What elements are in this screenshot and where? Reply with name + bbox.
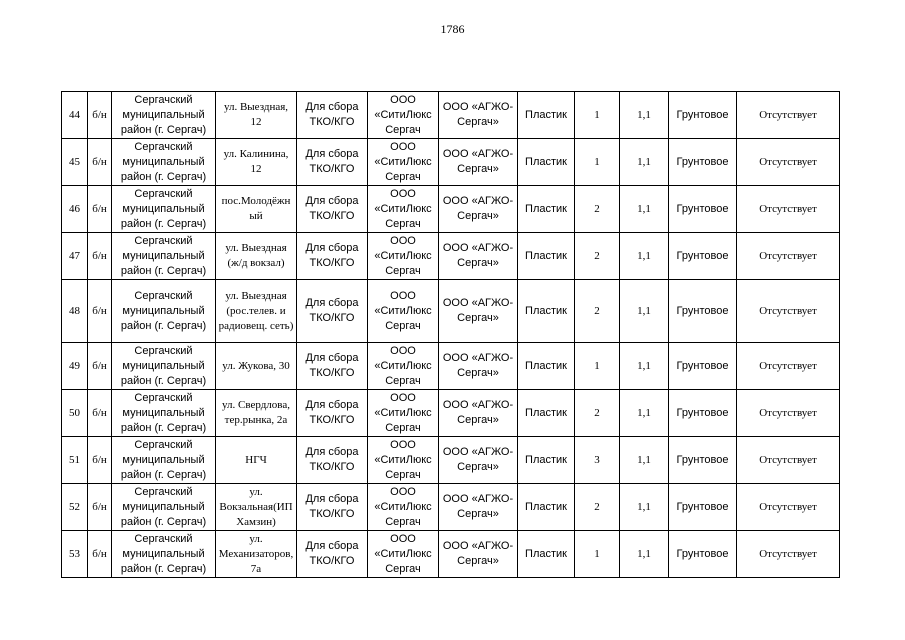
cell-address: ул. Выездная (рос.телев. и радиовещ. сеть) xyxy=(216,280,297,343)
cell-container-count: 1 xyxy=(575,92,620,139)
cell-surface-type: Грунтовое xyxy=(669,437,737,484)
table-row xyxy=(62,390,840,437)
cell-material: Пластик xyxy=(518,280,575,343)
cell-row-number: 53 xyxy=(62,531,88,578)
cell-surface-type: Грунтовое xyxy=(669,186,737,233)
cell-operator: ООО «АГЖО-Сергач» xyxy=(439,437,518,484)
cell-address: ул. Механизаторов, 7а xyxy=(216,531,297,578)
cell-material: Пластик xyxy=(518,186,575,233)
cell-surface-type: Грунтовое xyxy=(669,531,737,578)
cell-surface-type: Грунтовое xyxy=(669,343,737,390)
cell-container-volume: 1,1 xyxy=(620,437,669,484)
cell-surface-type: Грунтовое xyxy=(669,280,737,343)
cell-address: ул. Вокзальная(ИП Хамзин) xyxy=(216,484,297,531)
cell-district: Сергачский муниципальный район (г. Сергач) xyxy=(112,531,216,578)
container-sites-table xyxy=(61,91,840,578)
cell-owner: ООО «СитиЛюкс Сергач xyxy=(368,280,439,343)
cell-owner: ООО «СитиЛюкс Сергач xyxy=(368,484,439,531)
cell-container-volume: 1,1 xyxy=(620,343,669,390)
cell-district: Сергачский муниципальный район (г. Сергач) xyxy=(112,186,216,233)
cell-container-volume: 1,1 xyxy=(620,233,669,280)
table-row xyxy=(62,92,840,139)
cell-fence: Отсутствует xyxy=(737,186,840,233)
cell-purpose: Для сбора ТКО/КГО xyxy=(297,390,368,437)
cell-container-count: 2 xyxy=(575,484,620,531)
cell-fence: Отсутствует xyxy=(737,484,840,531)
cell-surface-type: Грунтовое xyxy=(669,390,737,437)
page-number: 1786 xyxy=(440,22,465,36)
cell-owner: ООО «СитиЛюкс Сергач xyxy=(368,139,439,186)
cell-container-volume: 1,1 xyxy=(620,484,669,531)
cell-registration-number: б/н xyxy=(88,343,112,390)
cell-registration-number: б/н xyxy=(88,280,112,343)
cell-owner: ООО «СитиЛюкс Сергач xyxy=(368,531,439,578)
cell-surface-type: Грунтовое xyxy=(669,233,737,280)
cell-fence: Отсутствует xyxy=(737,531,840,578)
cell-container-count: 1 xyxy=(575,343,620,390)
cell-container-count: 2 xyxy=(575,390,620,437)
cell-district: Сергачский муниципальный район (г. Сергач) xyxy=(112,92,216,139)
cell-address: ул. Выездная, 12 xyxy=(216,92,297,139)
cell-address: пос.Молодёжный xyxy=(216,186,297,233)
cell-district: Сергачский муниципальный район (г. Сергач) xyxy=(112,390,216,437)
cell-owner: ООО «СитиЛюкс Сергач xyxy=(368,186,439,233)
cell-operator: ООО «АГЖО-Сергач» xyxy=(439,280,518,343)
cell-fence: Отсутствует xyxy=(737,280,840,343)
cell-material: Пластик xyxy=(518,92,575,139)
cell-purpose: Для сбора ТКО/КГО xyxy=(297,531,368,578)
cell-material: Пластик xyxy=(518,390,575,437)
cell-fence: Отсутствует xyxy=(737,92,840,139)
cell-fence: Отсутствует xyxy=(737,343,840,390)
cell-district: Сергачский муниципальный район (г. Сергач) xyxy=(112,139,216,186)
cell-row-number: 51 xyxy=(62,437,88,484)
cell-purpose: Для сбора ТКО/КГО xyxy=(297,92,368,139)
table-row xyxy=(62,233,840,280)
cell-operator: ООО «АГЖО-Сергач» xyxy=(439,343,518,390)
cell-material: Пластик xyxy=(518,437,575,484)
table-row xyxy=(62,139,840,186)
cell-address: ул. Свердлова, тер.рынка, 2а xyxy=(216,390,297,437)
table-row xyxy=(62,484,840,531)
cell-operator: ООО «АГЖО-Сергач» xyxy=(439,233,518,280)
cell-container-volume: 1,1 xyxy=(620,280,669,343)
cell-district: Сергачский муниципальный район (г. Сергач) xyxy=(112,233,216,280)
cell-address: ул. Жукова, 30 xyxy=(216,343,297,390)
table-row xyxy=(62,531,840,578)
cell-row-number: 46 xyxy=(62,186,88,233)
cell-row-number: 49 xyxy=(62,343,88,390)
cell-material: Пластик xyxy=(518,139,575,186)
cell-purpose: Для сбора ТКО/КГО xyxy=(297,186,368,233)
cell-district: Сергачский муниципальный район (г. Сергач) xyxy=(112,437,216,484)
cell-fence: Отсутствует xyxy=(737,139,840,186)
cell-container-count: 2 xyxy=(575,186,620,233)
cell-material: Пластик xyxy=(518,531,575,578)
cell-row-number: 52 xyxy=(62,484,88,531)
cell-material: Пластик xyxy=(518,233,575,280)
cell-container-count: 3 xyxy=(575,437,620,484)
cell-district: Сергачский муниципальный район (г. Сергач) xyxy=(112,484,216,531)
cell-registration-number: б/н xyxy=(88,484,112,531)
cell-purpose: Для сбора ТКО/КГО xyxy=(297,280,368,343)
cell-address: ул. Калинина, 12 xyxy=(216,139,297,186)
cell-address: ул. Выездная (ж/д вокзал) xyxy=(216,233,297,280)
cell-registration-number: б/н xyxy=(88,233,112,280)
table-body xyxy=(62,92,840,578)
table-row xyxy=(62,186,840,233)
cell-purpose: Для сбора ТКО/КГО xyxy=(297,343,368,390)
table-row xyxy=(62,437,840,484)
cell-registration-number: б/н xyxy=(88,139,112,186)
cell-container-volume: 1,1 xyxy=(620,390,669,437)
cell-container-count: 1 xyxy=(575,531,620,578)
cell-fence: Отсутствует xyxy=(737,233,840,280)
cell-fence: Отсутствует xyxy=(737,437,840,484)
cell-owner: ООО «СитиЛюкс Сергач xyxy=(368,233,439,280)
cell-registration-number: б/н xyxy=(88,531,112,578)
cell-surface-type: Грунтовое xyxy=(669,139,737,186)
cell-container-volume: 1,1 xyxy=(620,186,669,233)
cell-purpose: Для сбора ТКО/КГО xyxy=(297,233,368,280)
cell-owner: ООО «СитиЛюкс Сергач xyxy=(368,390,439,437)
cell-registration-number: б/н xyxy=(88,390,112,437)
cell-container-volume: 1,1 xyxy=(620,92,669,139)
cell-registration-number: б/н xyxy=(88,186,112,233)
cell-district: Сергачский муниципальный район (г. Сергач) xyxy=(112,343,216,390)
cell-operator: ООО «АГЖО-Сергач» xyxy=(439,92,518,139)
cell-operator: ООО «АГЖО-Сергач» xyxy=(439,186,518,233)
cell-purpose: Для сбора ТКО/КГО xyxy=(297,484,368,531)
cell-surface-type: Грунтовое xyxy=(669,484,737,531)
cell-address: НГЧ xyxy=(216,437,297,484)
cell-container-count: 1 xyxy=(575,139,620,186)
cell-registration-number: б/н xyxy=(88,437,112,484)
cell-purpose: Для сбора ТКО/КГО xyxy=(297,437,368,484)
cell-operator: ООО «АГЖО-Сергач» xyxy=(439,390,518,437)
cell-row-number: 50 xyxy=(62,390,88,437)
cell-surface-type: Грунтовое xyxy=(669,92,737,139)
cell-owner: ООО «СитиЛюкс Сергач xyxy=(368,92,439,139)
cell-row-number: 45 xyxy=(62,139,88,186)
table-row xyxy=(62,343,840,390)
cell-fence: Отсутствует xyxy=(737,390,840,437)
cell-district: Сергачский муниципальный район (г. Сергач) xyxy=(112,280,216,343)
cell-material: Пластик xyxy=(518,484,575,531)
cell-operator: ООО «АГЖО-Сергач» xyxy=(439,139,518,186)
cell-row-number: 47 xyxy=(62,233,88,280)
cell-container-volume: 1,1 xyxy=(620,139,669,186)
cell-registration-number: б/н xyxy=(88,92,112,139)
cell-operator: ООО «АГЖО-Сергач» xyxy=(439,484,518,531)
cell-material: Пластик xyxy=(518,343,575,390)
cell-container-count: 2 xyxy=(575,233,620,280)
cell-container-count: 2 xyxy=(575,280,620,343)
cell-purpose: Для сбора ТКО/КГО xyxy=(297,139,368,186)
cell-owner: ООО «СитиЛюкс Сергач xyxy=(368,437,439,484)
cell-operator: ООО «АГЖО-Сергач» xyxy=(439,531,518,578)
cell-container-volume: 1,1 xyxy=(620,531,669,578)
cell-row-number: 44 xyxy=(62,92,88,139)
table-row xyxy=(62,280,840,343)
cell-owner: ООО «СитиЛюкс Сергач xyxy=(368,343,439,390)
cell-row-number: 48 xyxy=(62,280,88,343)
